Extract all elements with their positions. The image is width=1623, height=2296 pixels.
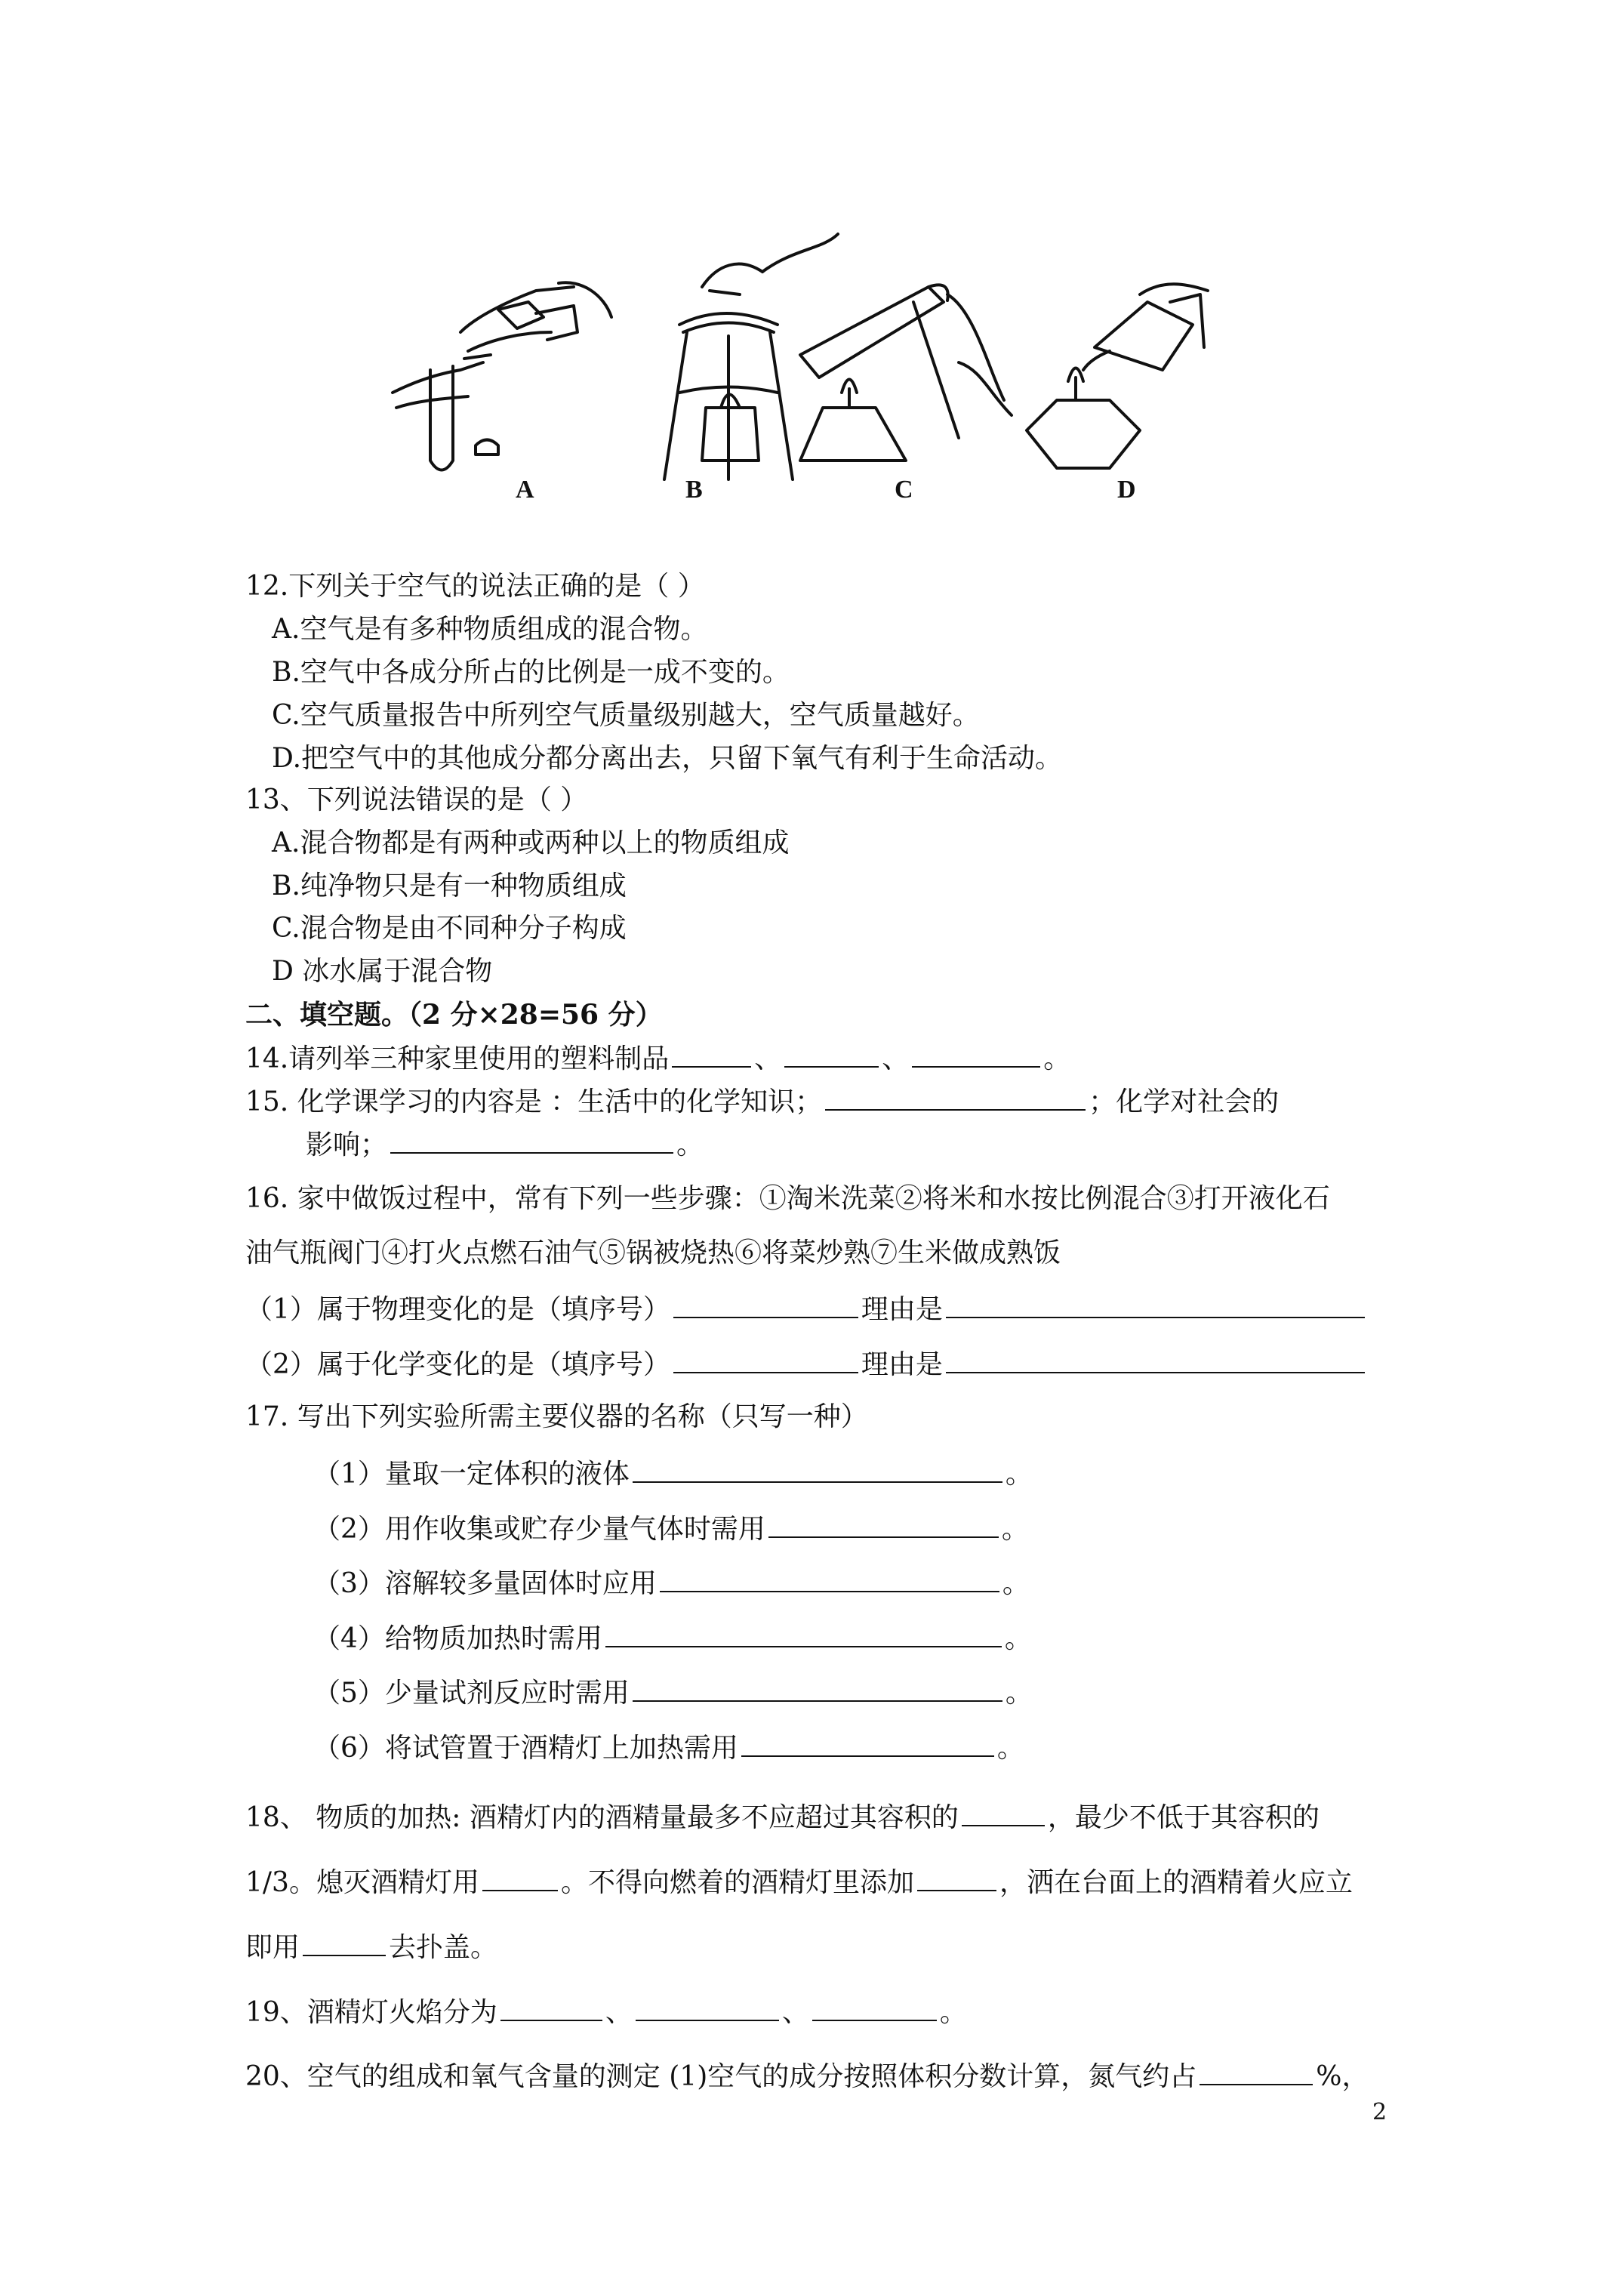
figure-label-a: A [516,476,534,504]
question-19-prefix: 19、酒精灯火焰分为 [245,1997,497,2028]
question-17-item-6-blank[interactable] [741,1730,994,1757]
question-18-line-1 [245,1799,1320,1835]
question-12-stem: 12.下列关于空气的说法正确的是（ ） [245,571,705,602]
question-17-stem: 17. 写出下列实验所需主要仪器的名称（只写一种） [245,1401,868,1432]
question-15-end: 。 [676,1130,704,1160]
question-17-item-5-text: （5）少量试剂反应时需用 [313,1678,630,1709]
question-18-line1-b: ，最少不低于其容积的 [1047,1802,1320,1833]
question-14-prefix: 14.请列举三种家里使用的塑料制品 [245,1043,670,1074]
question-13-option-b: B.纯净物只是有一种物质组成 [272,871,627,901]
question-17-item-1-text: （1）量取一定体积的液体 [313,1459,630,1490]
question-13-stem: 13、下列说法错误的是（ ） [245,784,588,815]
question-19-sep-2: 、 [781,1997,809,2028]
question-17-item-6-text: （6）将试管置于酒精灯上加热需用 [313,1733,738,1764]
question-20-prefix: 20、空气的组成和氧气含量的测定 (1)空气的成分按照体积分数计算，氮气约占 [245,2061,1197,2092]
question-18-blank-4[interactable] [303,1929,386,1956]
question-16-sub2-reason: 理由是 [861,1349,943,1380]
question-15-mid: ；化学对社会的 [1089,1086,1280,1117]
question-17-item-4-end: 。 [1004,1623,1032,1654]
question-14-blank-2[interactable] [784,1040,879,1068]
lab-operations-drawing [385,219,1238,529]
question-19-end: 。 [939,1997,967,2028]
question-17-item-5-blank[interactable] [633,1675,1002,1702]
question-13-option-d: D 冰水属于混合物 [272,956,493,987]
question-18-line2-c: ，洒在台面上的酒精着火应立 [999,1867,1353,1898]
question-15-line-1 [245,1083,1279,1119]
question-16-sub2-blank[interactable] [673,1346,858,1373]
question-13-option-a: A.混合物都是有两种或两种以上的物质组成 [272,827,790,858]
question-14-end: 。 [1043,1043,1071,1074]
question-18-line3-b: 去扑盖。 [389,1932,498,1963]
question-17-item-3-text: （3）溶解较多量固体时应用 [313,1568,657,1599]
question-17-item-1-end: 。 [1005,1459,1033,1490]
question-17-item-3 [313,1565,1030,1601]
question-17-item-4-text: （4）给物质加热时需用 [313,1623,602,1654]
question-19-sep-1: 、 [605,1997,633,2028]
question-16-stem-line-1: 16. 家中做饭过程中，常有下列一些步骤：①淘米洗菜②将米和水按比例混合③打开液化石 [245,1183,1330,1214]
question-19-blank-1[interactable] [500,1994,602,2021]
question-17-item-4 [313,1620,1032,1656]
question-16-sub1-prefix: （1）属于物理变化的是（填序号） [245,1294,670,1325]
question-20-blank-1[interactable] [1200,2058,1313,2085]
question-14-sep-2: 、 [882,1043,910,1074]
question-16-sub1-blank[interactable] [673,1291,858,1318]
question-17-item-6-end: 。 [996,1733,1024,1764]
question-17-item-3-blank[interactable] [660,1565,999,1592]
question-15-line2-prefix: 影响； [306,1130,388,1160]
question-16-sub1-reason-blank[interactable] [946,1291,1365,1318]
question-18-blank-3[interactable] [917,1864,996,1891]
lab-operations-figure [385,219,1238,529]
question-17-item-5 [313,1675,1033,1710]
question-18-line1-a: 18、 物质的加热: 酒精灯内的酒精量最多不应超过其容积的 [245,1802,959,1833]
question-18-line2-a: 1/3。熄灭酒精灯用 [245,1867,479,1898]
operation-b-drawing [664,234,838,479]
section-2-title: 二、填空题。（2 分×28=56 分） [245,999,663,1031]
question-18-blank-2[interactable] [482,1864,558,1891]
page-number: 2 [1372,2099,1387,2125]
question-17-item-5-end: 。 [1005,1678,1033,1709]
operation-a-drawing [393,282,611,470]
question-16-sub-1 [245,1291,1368,1327]
question-14-blank-3[interactable] [912,1040,1040,1068]
question-12-option-c: C.空气质量报告中所列空气质量级别越大，空气质量越好。 [272,700,980,731]
question-16-sub-2 [245,1346,1368,1382]
question-18-line-3 [245,1929,497,1965]
question-18-blank-1[interactable] [962,1799,1045,1826]
question-15-line-2 [306,1126,704,1162]
question-20 [245,2058,1369,2094]
question-16-sub2-prefix: （2）属于化学变化的是（填序号） [245,1349,670,1380]
question-14 [245,1040,1070,1076]
question-19 [245,1994,967,2029]
question-19-blank-3[interactable] [812,1994,937,2021]
question-18-line-2 [245,1864,1353,1900]
question-17-item-6 [313,1730,1024,1765]
question-14-sep-1: 、 [754,1043,782,1074]
operation-d-drawing [1027,284,1208,468]
question-17-item-2-blank[interactable] [768,1511,999,1538]
question-20-end: %， [1316,2061,1369,2092]
question-16-sub2-reason-blank[interactable] [946,1346,1365,1373]
question-16-sub1-reason: 理由是 [861,1294,943,1325]
question-12-option-a: A.空气是有多种物质组成的混合物。 [272,614,708,645]
question-17-item-2 [313,1511,1029,1546]
question-17-item-2-text: （2）用作收集或贮存少量气体时需用 [313,1514,765,1545]
figure-label-c: C [895,476,913,504]
operation-c-drawing [800,285,1012,461]
question-17-item-1 [313,1456,1033,1491]
question-17-item-2-end: 。 [1001,1514,1029,1545]
question-12-option-d: D.把空气中的其他成分都分离出去，只留下氧气有利于生命活动。 [272,743,1063,774]
question-13-option-c: C.混合物是由不同种分子构成 [272,913,627,944]
question-15-prefix: 15. 化学课学习的内容是 ：生活中的化学知识； [245,1086,823,1117]
question-12-option-b: B.空气中各成分所占的比例是一成不变的。 [272,657,790,688]
figure-label-d: D [1117,476,1136,504]
question-15-blank-1[interactable] [825,1083,1086,1111]
question-17-item-3-end: 。 [1002,1568,1030,1599]
question-16-stem-line-2: 油气瓶阀门④打火点燃石油气⑤锅被烧热⑥将菜炒熟⑦生米做成熟饭 [245,1237,1061,1268]
question-19-blank-2[interactable] [636,1994,779,2021]
question-18-line2-b: 。不得向燃着的酒精灯里添加 [560,1867,914,1898]
question-14-blank-1[interactable] [672,1040,751,1068]
question-17-item-4-blank[interactable] [605,1620,1002,1647]
question-18-line3-a: 即用 [245,1932,300,1963]
figure-label-b: B [685,476,703,504]
question-15-blank-2[interactable] [390,1126,673,1154]
question-17-item-1-blank[interactable] [633,1456,1002,1483]
